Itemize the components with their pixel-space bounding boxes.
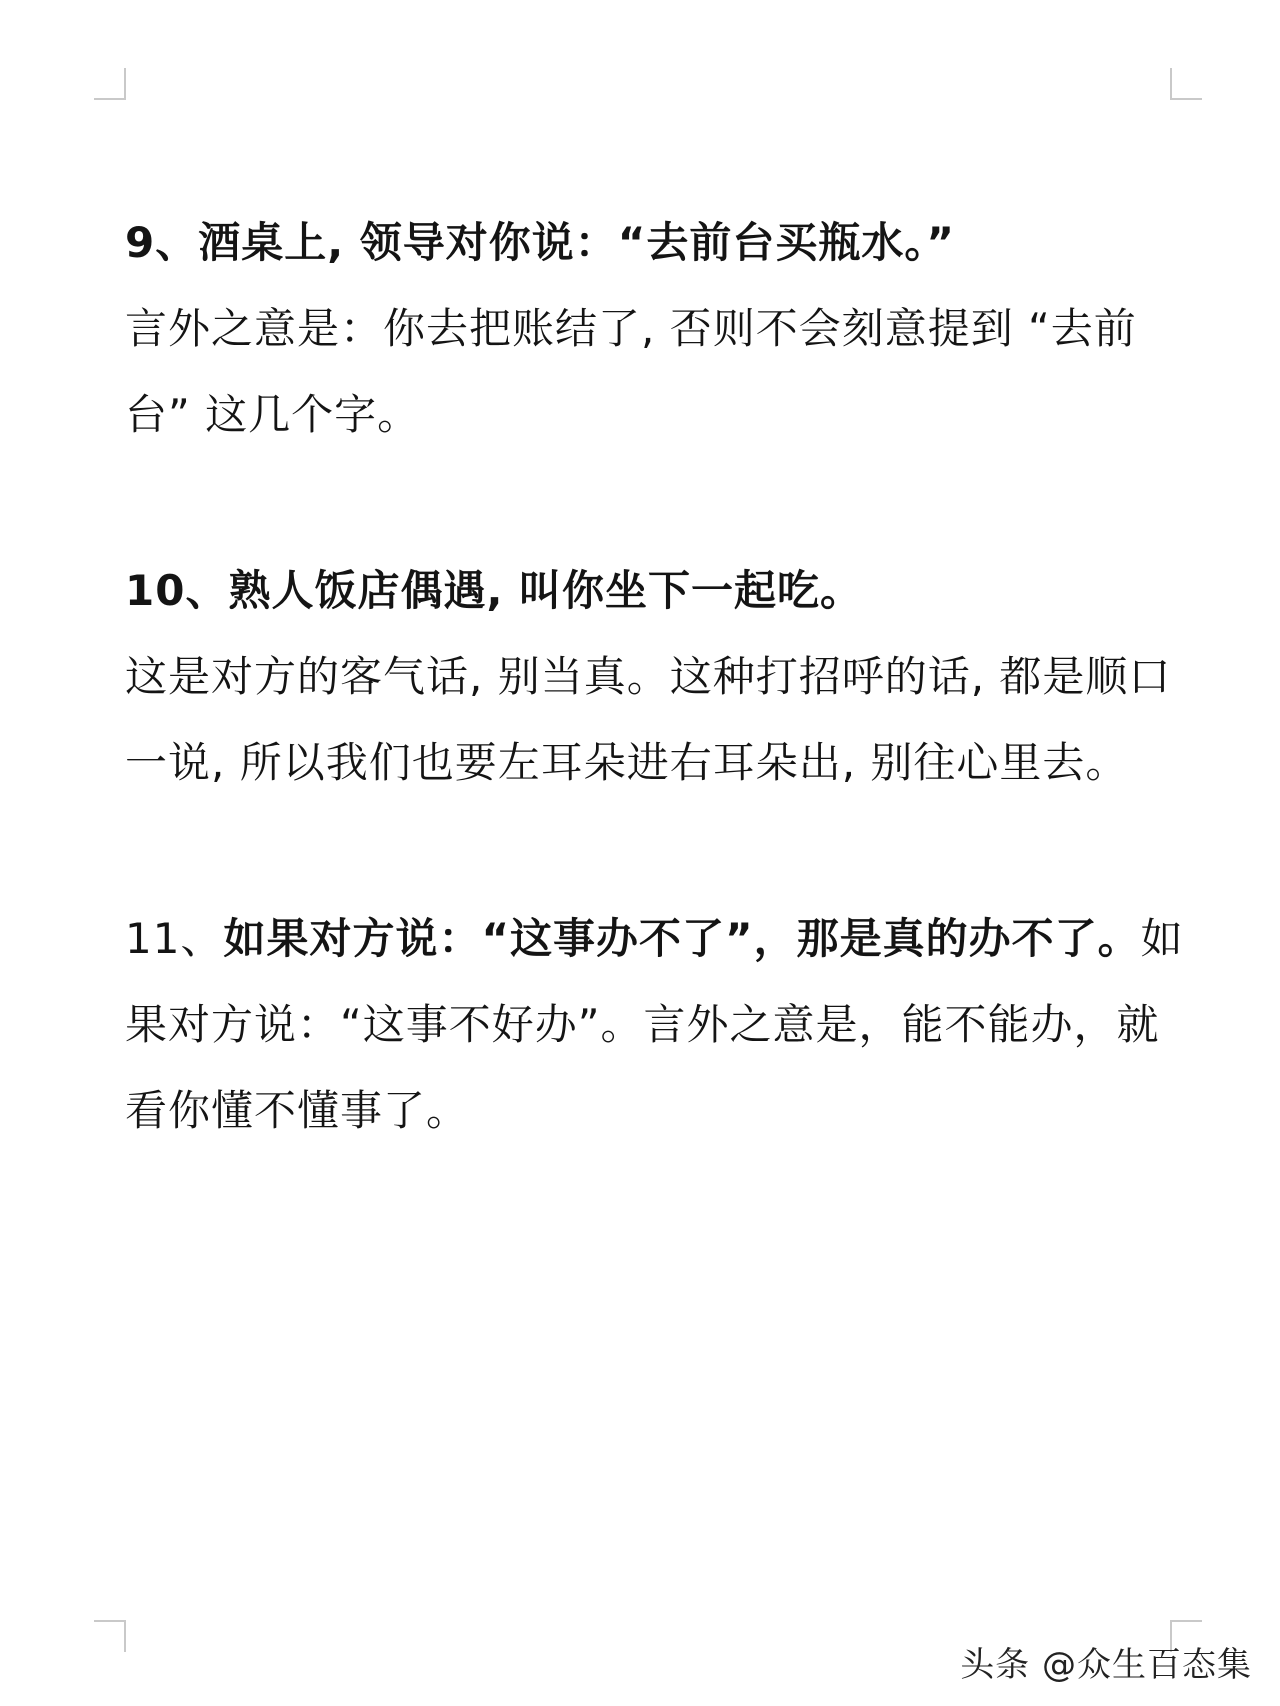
section-paragraph [125,896,1185,1154]
section-9 [125,200,1185,458]
section-text: 言外之意是：你去把账结了, 否则不会刻意提到 “去前台” 这几个字。 [125,304,1137,439]
document-body [125,200,1185,1154]
corner-mark-top-left [94,68,126,100]
corner-mark-top-right [1170,68,1202,100]
section-10 [125,548,1185,806]
section-text: 这是对方的客气话, 别当真。这种打招呼的话, 都是顺口一说, 所以我们也要左耳朵进右耳朵出, 别往心里去。 [125,652,1172,787]
section-heading: 10、熟人饭店偶遇, 叫你坐下一起吃。 [125,566,864,615]
section-number: 11、 [125,914,224,963]
section-11 [125,896,1185,1154]
section-heading: 9、酒桌上, 领导对你说：“去前台买瓶水。” [125,218,956,267]
section-heading: 如果对方说：“这事办不了”，那是真的办不了。 [223,914,1141,963]
section-text: 如果对方说：“这事不好办”。言外之意是，能不能办，就看你懂不懂事了。 [125,914,1184,1135]
corner-mark-bottom-left [94,1620,126,1652]
watermark: 头条 @众生百态集 [960,1645,1252,1685]
